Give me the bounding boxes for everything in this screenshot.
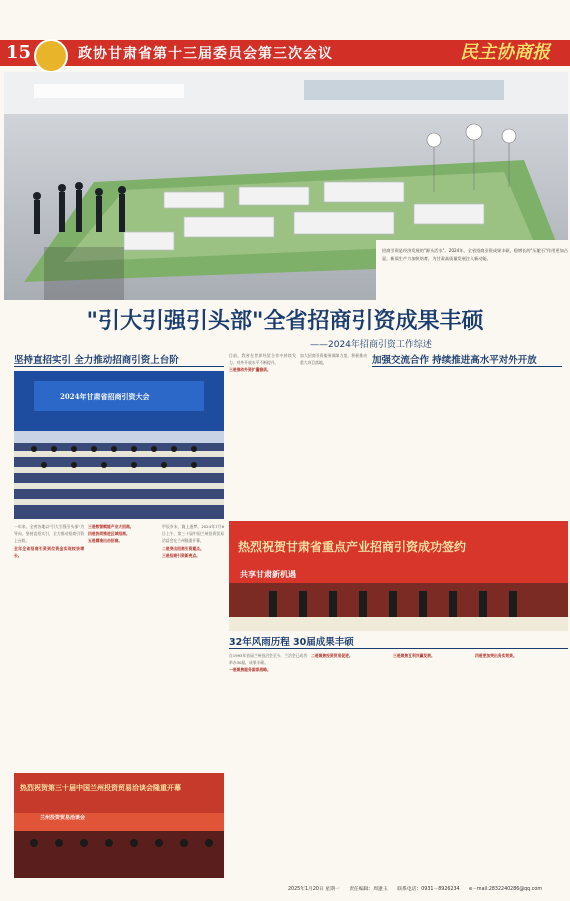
article-column-2 [88, 523, 158, 768]
col2-item-1: 三是数智赋能产业大招商。 [88, 524, 134, 529]
article-column-1 [14, 523, 84, 768]
section-head-right: 加强交流合作 持续推进高水平对外开放 [372, 355, 537, 366]
bottom-column-3 [393, 652, 471, 877]
conference-banner: 2024年甘肃省招商引资大会 [60, 392, 150, 401]
section-head-bottom: 32年风雨历程 30届成果丰硕 [229, 637, 354, 648]
signing-subbanner: 共享甘肃新机遇 [240, 569, 296, 579]
cppcc-emblem-icon [34, 39, 68, 73]
section-rule-bottom [229, 648, 568, 649]
col3-lead: 甲辰岁末，陇上逐梦。2024年7月6日上午，第三十届中国兰州投资贸易洽谈会在兰州隆重开幕。 [162, 524, 224, 544]
bottom-col1-lead: 自1993年首届兰州投洽会至今，兰洽会已成功举办30届，成果丰硕。 [229, 653, 307, 666]
col2-item-2: 四是协同推进区域招商。 [88, 531, 130, 537]
exhibition-photo [4, 72, 568, 300]
bottom-col2-item: 二是聚焦投资贸易促进。 [311, 653, 353, 658]
section-rule-right [372, 366, 562, 367]
signing-banner: 热烈祝贺甘肃省重点产业招商引资成功签约 [238, 540, 467, 554]
col1-lead: 一年来，全省各地以"引大引强引头部"为导向，坚持直招实引，全力推动招商引资上台阶。 [14, 524, 84, 544]
col1-kpi: 全年全省招商引资到位资金实现较快增长。 [14, 545, 84, 558]
article-title: "引大引强引头部"全省招商引资成果丰硕 [86, 308, 484, 334]
bottom-column-4 [475, 652, 568, 877]
column-name: 民主协商报 [460, 42, 550, 63]
opening-subbanner: 兰州投资贸易洽谈会 [40, 815, 86, 821]
section-head-left: 坚持直招实引 全力推动招商引资上台阶 [14, 355, 179, 366]
bottom-column-2 [311, 652, 389, 877]
section-rule-left [14, 366, 224, 367]
col2-item-3: 五是精准出击招商。 [88, 538, 123, 544]
article-column-5 [300, 352, 367, 517]
article-column-3 [162, 523, 224, 768]
article-subtitle: ——2024年招商引资工作综述 [310, 340, 432, 350]
page-number: 15 [6, 42, 32, 63]
photo-caption: 招商引资是经济发展的"源头活水"。2024年，全省招商引资成果丰硕，稳增长的"压舱石"作用更加凸显，新质生产力加快培育，为甘肃高质量发展注入新动能。 [382, 248, 568, 261]
bottom-col1-item: 一是聚焦服务国家战略。 [229, 667, 271, 673]
col5-lead: 加大招商引资服务保障力度，积极推动重大项目落地。 [300, 353, 367, 366]
bottom-col3-item: 三是聚焦互利共赢发展。 [393, 653, 435, 658]
bottom-column-1 [229, 652, 307, 877]
opening-banner: 热烈祝贺第三十届中国兰州投资贸易洽谈会隆重开幕 [20, 783, 181, 792]
right-column-text [372, 371, 568, 517]
bottom-col4-item: 四是更加突出务实效果。 [475, 653, 517, 658]
col4-item: 三是推动外资扩量稳质。 [229, 367, 271, 373]
page-footer: 2025年1月20日 星期一 责任编辑：周逢玉 联系电话：0931－8926234 e－mail:2832240286@qq.com [288, 887, 542, 892]
header-title: 政协甘肃省第十三届委员会第三次会议 [78, 46, 333, 62]
col4-lead: 目前，我省在世界经贸合作中持续发力，对外开放水平不断提升。 [229, 353, 296, 366]
col3-item-2: 三是招商引资新亮点。 [162, 552, 200, 558]
col3-item-1: 二是突出招商引资重点。 [162, 545, 204, 551]
article-column-4 [229, 352, 296, 517]
